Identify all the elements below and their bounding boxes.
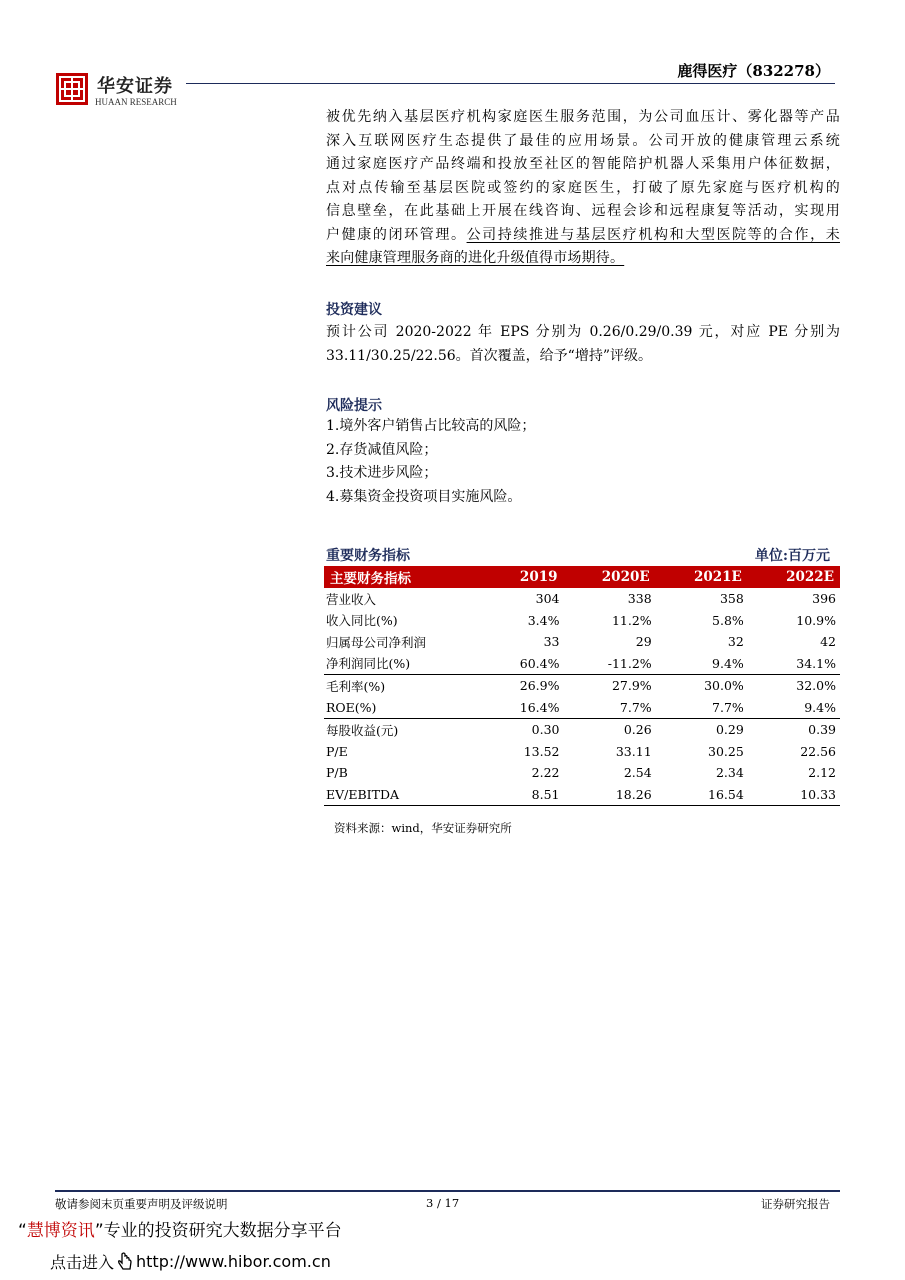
promo-brand: 慧博资讯 [26,1221,95,1241]
intro-line: 通过家庭医疗产品终端和投放至社区的智能陪护机器人采集用户体征数据， [326,156,840,172]
investment-paragraph [326,320,840,368]
table-cell: 5.8% [712,612,744,628]
intro-line: 信息壁垒，在此基础上开展在线咨询、远程会诊和远程康复等活动，实现用 [326,203,840,219]
table-title: 重要财务指标 [326,548,410,564]
table-cell: 3.4% [527,612,560,628]
table-row [324,588,840,610]
row-label: 归属母公司净利润 [326,634,427,650]
table-unit: 单位:百万元 [754,548,830,564]
table-cell: 13.52 [523,743,560,759]
table-row [324,653,840,675]
table-row [324,741,840,763]
intro-paragraph [326,106,840,271]
table-cell: 32 [727,634,744,650]
table-header-cell: 主要财务指标 [324,566,487,588]
intro-line: 深入互联网医疗生态提供了最佳的应用场景。公司开放的健康管理云系统 [326,132,840,149]
report-title: 鹿得医疗（832278） [677,62,830,80]
table-cell: 10.33 [748,784,840,806]
table-cell: 2.34 [715,765,744,781]
row-label: P/B [326,765,348,781]
promo-quote-close: ” [94,1221,104,1241]
promo-url-link[interactable]: http://www.hibor.com.cn [136,1252,331,1271]
intro-line: 点对点传输至基层医院或签约的家庭医生，打破了原先家庭与医疗机构的 [326,179,840,196]
table-header-cell: 2019 [487,566,563,588]
intro-line [326,224,840,248]
promo-text: 专业的投资研究大数据分享平台 [103,1221,342,1241]
table-cell: 7.7% [712,699,744,715]
table-source: 资料来源：wind，华安证券研究所 [334,821,512,835]
risk-item: 1.境外客户销售占比较高的风险； [326,418,536,434]
row-label: EV/EBITDA [324,784,487,806]
table-cell: 338 [627,591,652,607]
promo-slogan [18,1216,342,1241]
risk-item: 2.存货减值风险； [326,441,438,458]
row-label: ROE(%) [326,699,377,715]
table-cell: 27.9% [564,675,656,697]
row-label: 净利润同比(%) [326,656,411,672]
row-label: 每股收益(元) [324,719,487,741]
table-cell: 0.29 [656,719,748,741]
table-cell: 32.0% [748,675,840,697]
table-cell: 10.9% [796,612,836,628]
table-cell: 8.51 [487,784,563,806]
table-header-cell: 2020E [564,566,656,588]
cursor-hand-icon [116,1252,134,1272]
logo-seal-icon [55,72,89,106]
investment-line: 33.11/30.25/22.56。首次覆盖，给予“增持”评级。 [326,348,652,364]
table-row [324,784,840,806]
table-cell: 26.9% [487,675,563,697]
table-cell: 0.39 [748,719,840,741]
table-cell: 30.0% [656,675,748,697]
table-cell: 9.4% [804,699,836,715]
risk-title: 风险提示 [326,398,382,414]
intro-underlined-text: 公司持续推进与基层医疗机构和大型医院等的合作，未 [466,226,840,243]
table-cell: 2.54 [623,765,652,781]
table-cell: 33.11 [615,743,652,759]
risk-item: 3.技术进步风险； [326,465,438,481]
logo-english-name: HUAAN RESEARCH [95,97,177,107]
intro-line [326,247,840,271]
table-row [324,719,840,741]
table-cell: 396 [812,591,836,607]
row-label: 营业收入 [326,591,377,607]
table-caption [326,545,838,565]
footer-divider [55,1190,840,1192]
promo-link-prefix: 点击进入 [50,1253,115,1272]
financial-table [324,566,840,806]
row-label: P/E [326,743,348,759]
row-label: 毛利率(%) [324,675,487,697]
table-cell: 304 [535,591,560,607]
promo-link-row[interactable] [50,1250,331,1273]
company-logo [55,72,185,112]
table-row [324,675,840,697]
footer-report-type: 证券研究报告 [761,1197,830,1211]
table-header-cell: 2021E [656,566,748,588]
table-cell: 358 [719,591,744,607]
table-row [324,631,840,653]
logo-chinese-name: 华安证券 [97,76,173,97]
risk-list [326,415,535,509]
intro-underlined-text: 来向健康管理服务商的进化升级值得市场期待。 [326,250,625,266]
table-cell: 2.22 [531,765,560,781]
table-cell: 30.25 [708,743,744,759]
row-label: 收入同比(%) [326,613,398,629]
table-cell: 60.4% [519,655,560,671]
table-cell: 2.12 [808,765,836,781]
table-row [324,762,840,784]
table-cell: 11.2% [611,612,652,628]
page-number: 3 / 17 [426,1196,460,1210]
table-cell: 42 [820,634,836,650]
investment-title: 投资建议 [326,302,382,318]
table-cell: 16.4% [519,699,560,715]
table-cell: -11.2% [607,655,652,671]
table-cell: 29 [635,634,652,650]
footer-disclaimer: 敬请参阅末页重要声明及评级说明 [55,1197,228,1211]
table-cell: 0.26 [564,719,656,741]
table-row [324,697,840,719]
table-cell: 18.26 [564,784,656,806]
intro-line: 被优先纳入基层医疗机构家庭医生服务范围，为公司血压计、雾化器等产品 [326,109,840,125]
intro-plain-text: 户健康的闭环管理。 [326,226,467,243]
header-divider [186,83,835,84]
table-cell: 34.1% [796,655,836,671]
investment-line: 预计公司 2020-2022 年 EPS 分别为 0.26/0.29/0.39 元，对应 PE 分别为 [326,324,840,340]
table-cell: 7.7% [619,699,652,715]
table-cell: 9.4% [712,655,744,671]
promo-quote-open: “ [18,1221,27,1241]
table-cell: 0.30 [487,719,563,741]
table-header-cell: 2022E [748,566,840,588]
table-row [324,610,840,632]
table-cell: 33 [543,634,560,650]
risk-item: 4.募集资金投资项目实施风险。 [326,488,522,505]
table-cell: 22.56 [800,743,836,759]
table-cell: 16.54 [656,784,748,806]
table-header-row [324,566,840,588]
